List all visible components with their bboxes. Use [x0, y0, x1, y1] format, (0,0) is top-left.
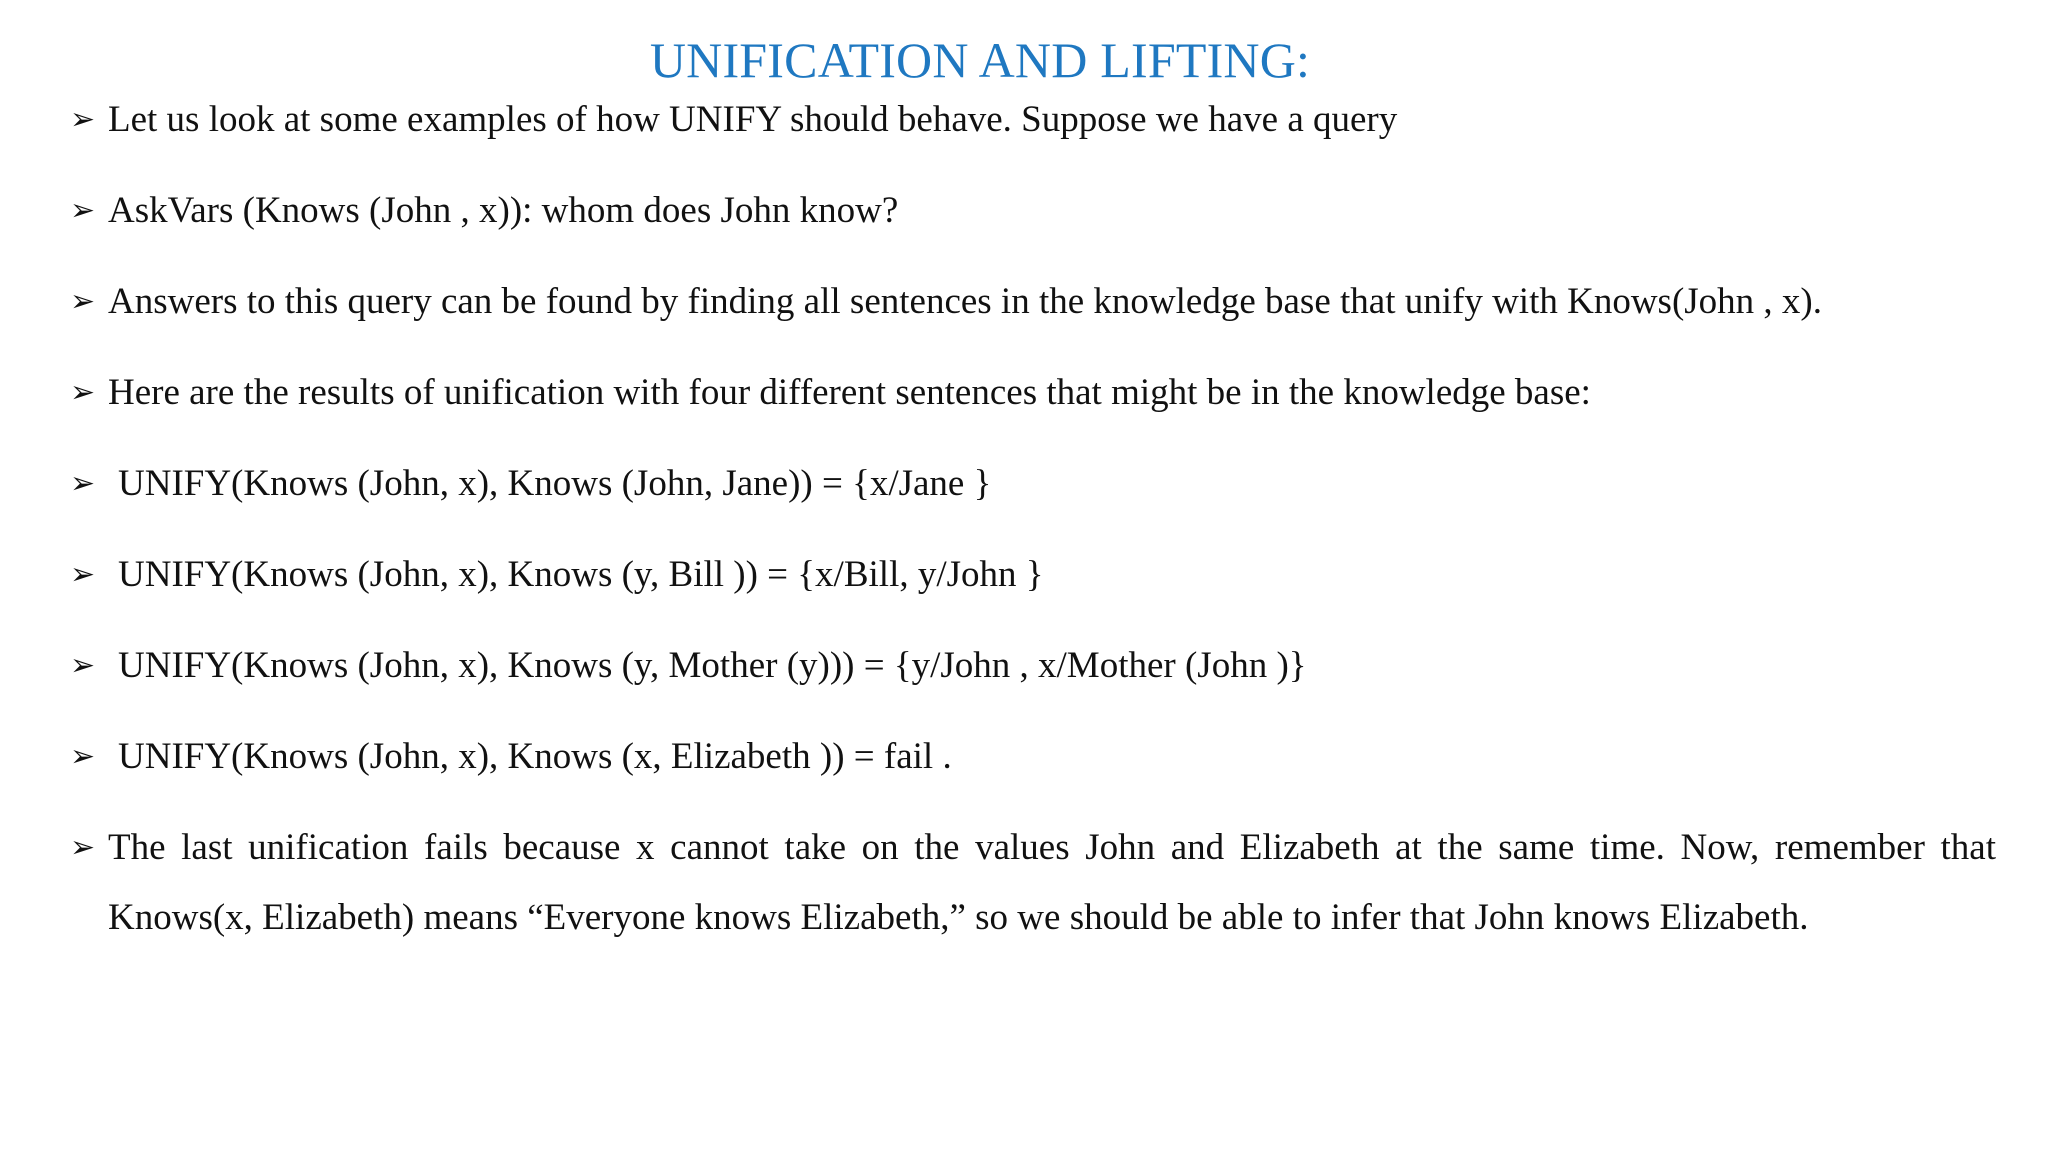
arrow-bullet-icon: ➢ — [70, 466, 96, 501]
bullet-item — [70, 644, 2020, 688]
bullet-text: UNIFY(Knows (John, x), Knows (y, Bill )) = {x/Bill, y/John } — [118, 554, 1044, 595]
bullet-item — [70, 98, 2020, 142]
bullet-item — [70, 553, 2020, 597]
bullet-text: UNIFY(Knows (John, x), Knows (John, Jane)) = {x/Jane } — [118, 463, 992, 504]
bullet-item — [70, 371, 2020, 415]
arrow-bullet-icon: ➢ — [70, 830, 96, 865]
bullet-item — [70, 280, 2020, 324]
arrow-bullet-icon: ➢ — [70, 375, 96, 410]
slide-title: UNIFICATION AND LIFTING: — [649, 32, 1311, 88]
bullet-item — [70, 189, 2020, 233]
arrow-bullet-icon: ➢ — [70, 557, 96, 592]
bullet-text: UNIFY(Knows (John, x), Knows (x, Elizabeth )) = fail . — [118, 736, 952, 777]
arrow-bullet-icon: ➢ — [70, 193, 96, 228]
bullet-item — [70, 735, 2020, 779]
arrow-bullet-icon: ➢ — [70, 284, 96, 319]
bullet-text: AskVars (Knows (John , x)): whom does John know? — [108, 190, 899, 231]
bullet-item — [70, 462, 2020, 506]
bullet-text: UNIFY(Knows (John, x), Knows (y, Mother (y))) = {y/John , x/Mother (John )} — [118, 645, 1307, 686]
bullet-item — [70, 813, 1996, 953]
bullet-text: Let us look at some examples of how UNIFY should behave. Suppose we have a query — [108, 99, 1398, 140]
bullet-text: Here are the results of unification with four different sentences that might be in the knowledge base: — [108, 372, 1591, 413]
arrow-bullet-icon: ➢ — [70, 739, 96, 774]
arrow-bullet-icon: ➢ — [70, 648, 96, 683]
bullet-text: The last unification fails because x cannot take on the values John and Elizabeth at the same time. Now, remember that Knows(x, Elizabeth) means “Everyone knows Elizabeth,” so we should be able to infer that John knows Elizabeth. — [108, 827, 1996, 938]
arrow-bullet-icon: ➢ — [70, 102, 96, 137]
bullet-text: Answers to this query can be found by finding all sentences in the knowledge base that unify with Knows(John , x). — [108, 281, 1822, 322]
